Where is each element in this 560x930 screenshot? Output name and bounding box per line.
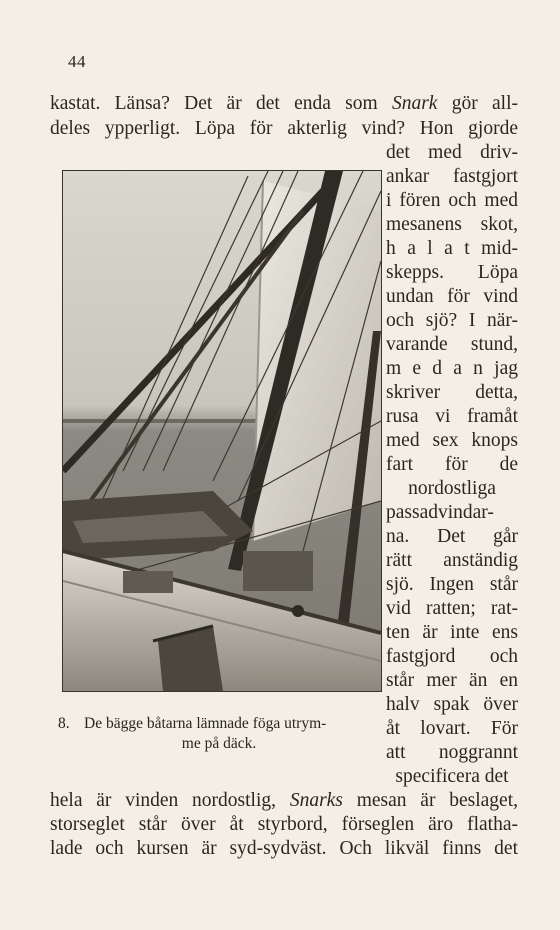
text-line: storseglet står över åt styrbord, förseglen äro flatha-	[50, 814, 518, 835]
side-text-line: varande stund,	[386, 334, 518, 355]
side-text-line: rusa vi framåt	[386, 406, 518, 427]
figure-photo	[62, 170, 382, 692]
side-text-line: åt lovart. För	[386, 718, 518, 739]
side-text-line: ten är inte ens	[386, 622, 518, 643]
text-line: lade och kursen är syd-sydväst. Och likväl finns det	[50, 838, 518, 859]
side-text-line: står mer än en	[386, 670, 518, 691]
side-text-line: med sex knops	[386, 430, 518, 451]
text-line: hela är vinden nordostlig, Snarks mesan är beslaget,	[50, 790, 518, 811]
text-line: kastat. Länsa? Det är det enda som Snark gör all-	[50, 93, 518, 114]
side-text-line: undan för vind	[386, 286, 518, 307]
page-number: 44	[68, 52, 86, 71]
caption-text-line2: me på däck.	[181, 735, 257, 752]
sailboat-photo-image	[63, 171, 381, 691]
side-text-line: fastgjord och	[386, 646, 518, 667]
side-text-line: i fören och med	[386, 190, 518, 211]
side-text-line: vid ratten; rat-	[386, 598, 518, 619]
text-line: deles ypperligt. Löpa för akterlig vind? Hon gjorde	[50, 118, 518, 139]
side-text-line: halv spak över	[386, 694, 518, 715]
figure-caption	[58, 714, 380, 754]
side-text-line: h a l a t mid-	[386, 238, 518, 259]
side-text-line: sjö. Ingen står	[386, 574, 518, 595]
side-text-line: att noggrannt	[386, 742, 518, 763]
side-text-line: na. Det går	[386, 526, 518, 547]
side-text-line: specificera det	[395, 766, 509, 787]
side-text-line: det med driv-	[386, 142, 518, 163]
side-text-line: nordostliga	[408, 478, 496, 499]
caption-number: 8.	[58, 715, 70, 732]
side-text-line: m e d a n jag	[386, 358, 518, 379]
side-text-line: mesanens skot,	[386, 214, 518, 235]
side-text-line: skriver detta,	[386, 382, 518, 403]
side-text-line: skepps. Löpa	[386, 262, 518, 283]
side-text-line: och sjö? I när-	[386, 310, 518, 331]
caption-text-line1: De bägge båtarna lämnade föga utrym-	[84, 715, 327, 732]
side-text-line: ankar fastgjort	[386, 166, 518, 187]
side-text-line: rätt anständig	[386, 550, 518, 571]
side-text-line: fart för de	[386, 454, 518, 475]
side-text-line: passadvindar-	[386, 502, 494, 523]
